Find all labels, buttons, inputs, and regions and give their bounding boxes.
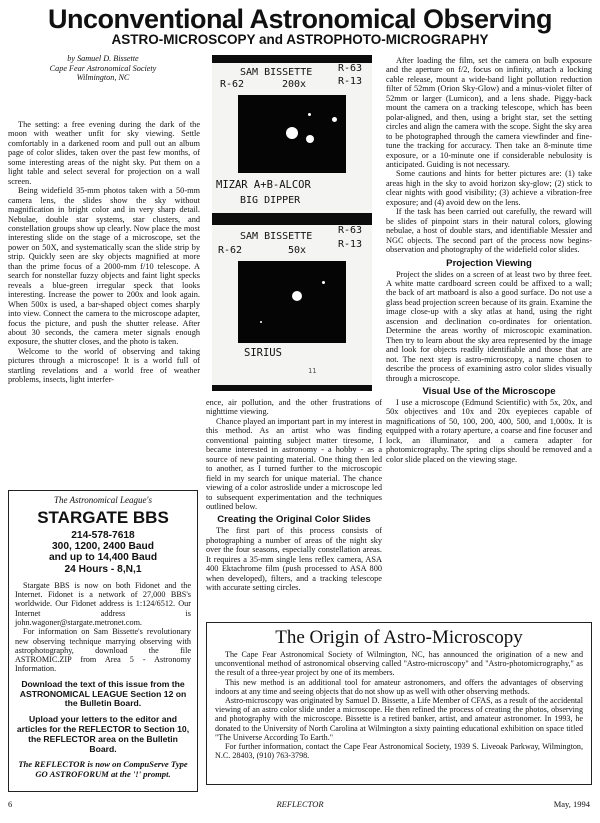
article-title: Unconventional Astronomical Observing [47,4,553,34]
bbs-compuserve-note: The REFLECTOR is now on CompuServe Type GO ASTROFORUM at the '!' prompt. [18,759,188,780]
slide-caption: MIZAR A+B-ALCOR [216,179,311,191]
paragraph: This new method is an additional tool for amateur astronomers, and offers the advantages of observing indoors at any time and seeing objects that do not show up as well with other observing methods. [215,677,583,696]
article-column-2 [206,398,382,593]
star [308,113,311,116]
frame-number: 11 [308,367,317,375]
article-column-1 [8,100,200,385]
paragraph: Chance played an important part in my interest in this method. As an artist who was finding conventional painting subject matter tiresome, I became interested in astronomy - a hobby - as a source of new painting material. One thing then led to another, as I turned further to the microscopic field in my search for unique material. The chance viewing of a color astroslide under a microscope led to subsequent experimentation and the techniques outlined below. [206,416,382,511]
paragraph: Some cautions and hints for better pictures are: (1) take areas high in the sky to avoid horizon sky-glow; (2) stick to clear nights with good visibility; (3) achieve a vibration-free exposure; and (4) avoid dew on the lens. [386,169,592,207]
paragraph: Stargate BBS is now on both Fidonet and the Internet. Fidonet is a network of 27,000 BBS's worldwide. Our Fidonet address is 1:124/6512. Our Internet address is john.wagoner@stargate.metronet.com. [15,580,191,627]
bbs-body [15,581,191,674]
page-number: 6 [8,799,13,809]
slide-photo [212,55,372,391]
byline-author: by Samuel D. Bissette [67,54,139,63]
paragraph: Project the slides on a screen of at least two by three feet. A white matte cardboard screen could be affixed to a wall; the back of art matboard is also a good surface. Do not use a glass bead projection screen because of its grain. Examine the image close-up with a sky atlas at hand, using the right ascension and declination co-ordinates for orientation. Determine the areas worthy of microscopic examination. Then try to learn about the sky area represented by the image and look for objects readily identifiable and those that are not. The next step is astro-microscopy, a name chosen to describe the process of examining astro color slides visually through a microscope. [386,269,592,383]
slide-note: R-13 [338,239,363,250]
bbs-name: STARGATE BBS [37,508,169,527]
slide-note: R-62 [220,79,245,90]
slide-frame [238,261,346,343]
star [322,281,325,284]
slide-note: 200x [282,79,307,90]
section-heading: Projection Viewing [446,257,532,269]
publication-name: REFLECTOR [276,799,324,809]
league-label: The Astronomical League's [54,495,152,505]
slide-note: R-13 [338,76,363,87]
star [306,135,314,143]
byline-location: Wilmington, NC [76,73,130,83]
paragraph: The Cape Fear Astronomical Society of Wilmington, NC, has announced the origination of a new and unconventional method of astronomical observing called "Astro-microscopy" and "Astro-photomicrography," as the result of a three-year project by one of its members. [215,650,583,678]
star [286,127,298,139]
slide-note: SAM BISSETTE [240,67,313,78]
origin-box [206,622,592,785]
star [292,291,302,301]
issue-date: May, 1994 [553,799,590,809]
section-heading: Creating the Original Color Slides [217,514,371,526]
origin-title: The Origin of Astro-Microscopy [275,627,523,648]
bbs-upload-note: Upload your letters to the editor and articles for the REFLECTOR to Section 10, the REFLECTOR area on the Bulletin Board. [16,714,190,754]
bbs-phone: 214-578-7618 [71,530,135,541]
film-slide-2 [212,225,372,385]
star [332,117,337,122]
section-heading: Visual Use of the Microscope [422,385,556,397]
slide-note: SAM BISSETTE [240,231,313,242]
slide-note: R-63 [338,63,363,74]
bbs-hours: 24 Hours - 8,N,1 [64,563,142,575]
bbs-baud: 300, 1200, 2400 Baud [52,541,154,553]
paragraph: The first part of this process consists of photographing a number of areas of the night sky over the four seasons, especially constellation areas. It requires a 35-mm single lens reflex camera, ASA 400 Ektachrome film (push processed to ASA 800 when developed), filters, and a tracking telescope with accurate setting circles. [206,526,382,593]
bbs-contact [15,530,191,575]
paragraph: ence, air pollution, and the other frustrations of nighttime viewing. [206,398,382,417]
slide-note: R-63 [338,225,363,236]
article-subtitle: ASTRO-MICROSCOPY and ASTROPHOTO-MICROGRAPHY [111,32,489,47]
star [260,321,262,323]
paragraph: I use a microscope (Edmund Scientific) with 5x, 20x, and 50x objectives and 10x and 20x eyepieces capable of magnifications of 50, 100, 200, 400, 500, and 1,000x. It is equipped with a rotary aperture, a coarse and fine focuser and lock, an illuminator, and a camera adapter for photomicrography. The spring clips should be removed and a color slide placed on the viewing stage. [386,397,592,464]
bbs-download-note: Download the text of this issue from the ASTRONOMICAL LEAGUE Section 12 on the Bulletin Board. [19,678,187,709]
paragraph: After loading the film, set the camera on bulb exposure and the aperture on f/2, focus on infinity, attach a locking cable release, mount a wide-band light pollution reduction filter of 52mm (Orion Sky-Glow) and a minus-violet filter of 52mm or larger (Lumicon), and a lens shade. Piggy-back mount the camera on a tracking telescope, which has been polar-aligned, and then, using a bright star, set the setting circles and align the camera with the scope. Sight the sky area to be photographed through the camera viewfinder and fine-tune the tracking for accuracy. Then take an 8-minute time exposure, or a 10-minute one if considerable nebulosity is anticipated. Guiding is not necessary. [386,56,592,169]
paragraph: Welcome to the world of observing and taking pictures through a microscope! It is a world full of startling revelations and a world free of weather problems, insects, light interfer- [8,346,200,385]
slide-caption: BIG DIPPER [240,195,301,206]
byline-org: Cape Fear Astronomical Society [49,63,157,73]
paragraph: For further information, contact the Cape Fear Astronomical Society, 1939 S. Liveoak Parkway, Wilmington, N.C. 28403, (910) 763-3798. [215,742,583,761]
article-column-3 [386,56,592,464]
film-slide-1 [212,63,372,213]
bbs-baud: and up to 14,400 Baud [48,552,158,564]
stargate-bbs-box [8,490,198,792]
slide-note: 50x [288,245,307,256]
paragraph: Being widefield 35-mm photos taken with a 50-mm camera lens, the slides show the sky without magnification in bright color and in very sharp detail. Nebulae, double star systems, star clusters, and constellation groups show up clearly. Now place the most interesting slide on the stage of a microscope, set the power on 50X, and systematically scan the slide strip by strip. Quickly seen are sky objects magnified at more than the prime focus of a 2000-mm f/10 telescope. A search for nonstellar fuzzy objects and faint light specks reveals a blue-green irregular speck that looks interesting. Increase the power to 200x and look again. When 500x is used, a bar-shaped object comes sharply into view. Connect the camera to the microscope adapter, focus the picture, and push the shutter release. After about 30 seconds, the camera meter signals enough exposure, the shutter closes, and the photo is taken. [8,186,200,347]
slide-caption: SIRIUS [244,347,282,359]
byline [28,54,178,83]
slide-frame [238,95,346,173]
slide-note: R-62 [218,245,243,256]
origin-body [215,650,583,760]
paragraph: For information on Sam Bissette's revolutionary new observing technique marrying observing with astrophotography, download the file ASTROMIC.ZIP from Area 5 - Astronomy Information. [15,627,191,674]
paragraph: If the task has been carried out carefully, the reward will be slides of pinpoint stars in their natural colors, glowing nebulae, a host of double stars, and identifiable Messier and NGC objects. The second part of the process now begins-observation and photography of the widefield color slides. [386,207,592,255]
paragraph: The setting: a free evening during the dark of the moon with weather unfit for sky viewing. Settle comfortably in a darkened room and pull out an album page of color slides, taken over the past few months, of some interesting areas of the night sky. Put them on a light table and select several for projection on a wall screen. [8,120,200,186]
paragraph: Astro-microscopy was originated by Samuel D. Bissette, a Life Member of CFAS, as a result of the accidental viewing of an astro color slide under a microscope. He then refined the process of creating the photos, observing and photography with the microscope. Bissette is a retired banker, artist, and amateur astronomer. In 1993, he donated to the University of North Carolina at Wilmington a sixty painting educational exhibition on space titled "The Universe According To Earth." [215,696,583,742]
